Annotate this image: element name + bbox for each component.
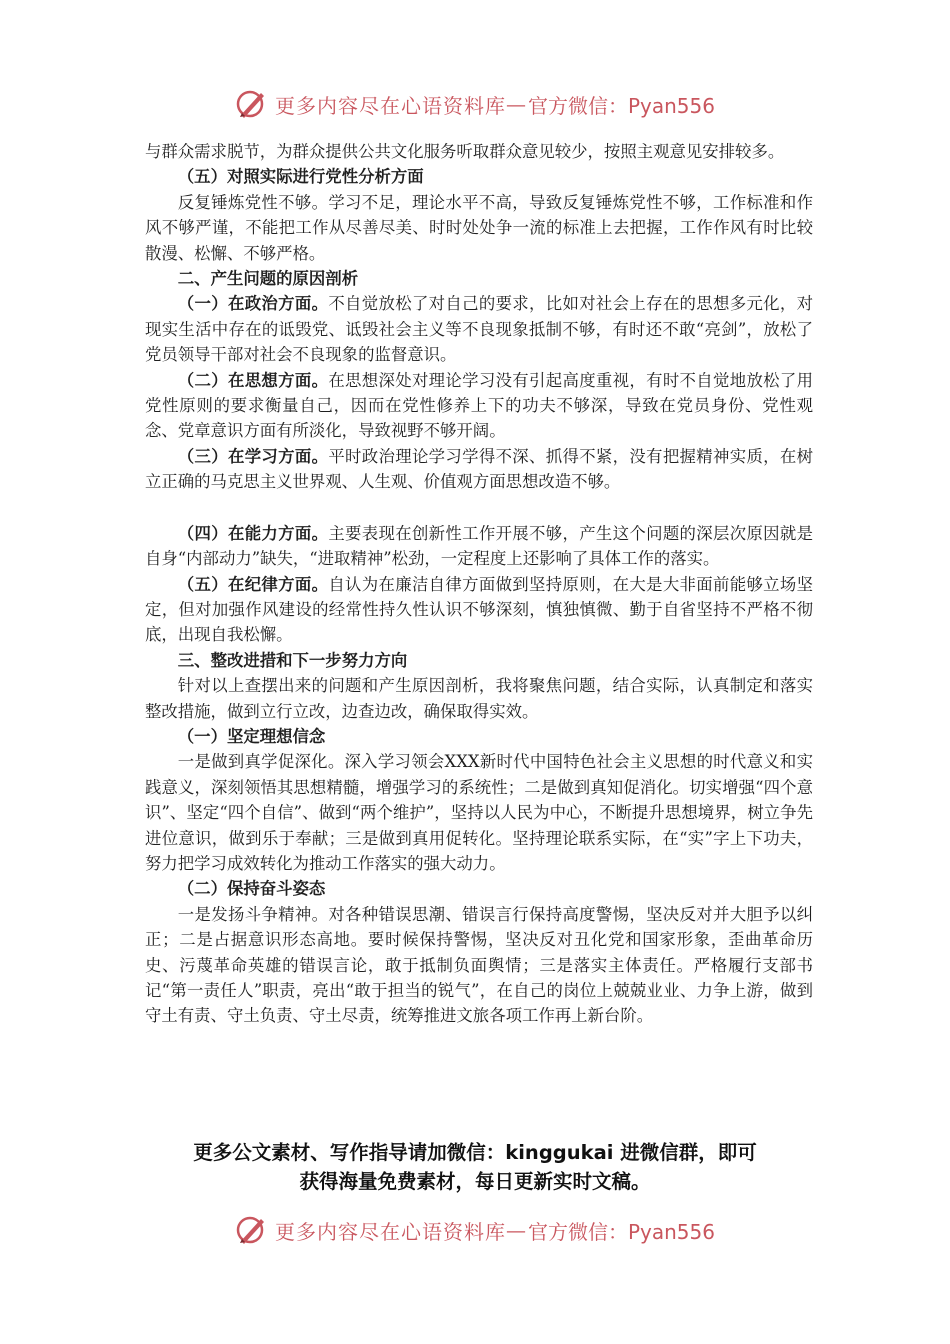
paragraph: [145, 572, 813, 648]
paragraph: [145, 291, 813, 367]
paragraph-lead: （四）在能力方面。: [177, 523, 329, 543]
promo-line-2: 获得海量免费素材，每日更新实时文稿。: [299, 1170, 651, 1193]
paragraph: [145, 749, 813, 876]
paragraph: [145, 368, 813, 444]
section-heading: [145, 266, 813, 291]
section-heading: [145, 724, 813, 749]
paragraph: [145, 139, 813, 164]
paragraph-lead: （二）在思想方面。: [177, 370, 329, 390]
banner-text: 更多内容尽在心语资料库: [274, 93, 506, 118]
promo-notice: [95, 1138, 855, 1196]
paragraph-text: 针对以上查摆出来的问题和产生原因剖析，我将聚焦问题，结合实际，认真制定和落实整改措施，做到立行立改，边查边改，确保取得实效。: [145, 676, 813, 721]
banner-text: 更多内容尽在心语资料库: [274, 1219, 506, 1244]
header-banner: [0, 84, 950, 124]
paragraph-text: 反复锤炼党性不够。学习不足，理论水平不高，导致反复锤炼党性不够，工作标准和作风不够严谨，不能把工作从尽善尽美、时时处处争一流的标准上去把握，工作作风有时比较散漫、松懈、不够严格。: [145, 192, 813, 263]
paragraph-text: 不自觉放松了对自己的要求，比如对社会上存在的思想多元化，对现实生活中存在的诋毁党、诋毁社会主义等不良现象抵制不够，有时还不敢“亮剑”，放松了党员领导干部对社会不良现象的监督意识。: [145, 294, 814, 365]
document-body: [145, 139, 813, 1029]
heading-text: （一）坚定理想信念: [177, 726, 326, 746]
paragraph-lead: （三）在学习方面。: [177, 446, 329, 466]
heading-text: 二、产生问题的原因剖析: [177, 269, 359, 289]
banner-wechat: 官方微信：Pyan556: [527, 1219, 715, 1244]
paragraph-lead: （一）在政治方面。: [177, 294, 329, 314]
heading-text: （五）对照实际进行党性分析方面: [177, 167, 424, 187]
paragraph-text: 平时政治理论学习学得不深、抓得不紧，没有把握精神实质，在树立正确的马克思主义世界观、人生观、价值观方面思想改造不够。: [145, 446, 814, 492]
section-heading: [145, 876, 813, 901]
pen-logo-icon: [235, 1213, 269, 1247]
paragraph: [145, 444, 813, 495]
footer-banner: [0, 1210, 950, 1250]
heading-text: 三、整改进措和下一步努力方向: [177, 650, 408, 670]
paragraph: [145, 190, 813, 266]
paragraph-text: 主要表现在创新性工作开展不够，产生这个问题的深层次原因就是自身“内部动力”缺失，“进取精神”松劲，一定程度上还影响了具体工作的落实。: [145, 523, 814, 569]
paragraph-text: 在思想深处对理论学习没有引起高度重视，有时不自觉地放松了用党性原则的要求衡量自己，因而在党性修养上下的功夫不够深，导致在党员身份、党性观念、党章意识方面有所淡化，导致视野不够开阔。: [145, 370, 814, 441]
paragraph-text: 一是做到真学促深化。深入学习领会XXX新时代中国特色社会主义思想的时代意义和实践意义，深刻领悟其思想精髓，增强学习的系统性；二是做到真知促消化。切实增强“四个意识”、坚定“四个自信”、做到“两个维护”，坚持以人民为中心，不断提升思想境界，树立争先进位意识，做到乐于奉献；三是做到真用促转化。坚持理论联系实际，在“实”字上下功夫，努力把学习成效转化为推动工作落实的强大动力。: [145, 752, 813, 873]
promo-line-1: 更多公文素材、写作指导请加微信：kinggukai 进微信群，即可: [193, 1141, 757, 1164]
heading-text: （二）保持奋斗姿态: [177, 879, 326, 899]
banner-separator: —: [505, 1218, 526, 1242]
paragraph: [145, 521, 813, 572]
banner-wechat: 官方微信：Pyan556: [527, 93, 715, 118]
paragraph-text: 一是发扬斗争精神。对各种错误思潮、错误言行保持高度警惕，坚决反对并大胆予以纠正；二是占据意识形态高地。要时候保持警惕，坚决反对丑化党和国家形象，歪曲革命历史、污蔑革命英雄的错误言论，敢于抵制负面舆情；三是落实主体责任。严格履行支部书记“第一责任人”职责，亮出“敢于担当的锐气”，在自己的岗位上兢兢业业、力争上游，做到守土有责、守土负责、守土尽责，统筹推进文旅各项工作再上新台阶。: [145, 904, 813, 1026]
paragraph-text: 与群众需求脱节，为群众提供公共文化服务听取群众意见较少，按照主观意见安排较多。: [145, 142, 785, 161]
banner-separator: —: [505, 92, 526, 116]
pen-logo-icon: [235, 87, 269, 121]
paragraph: [145, 902, 813, 1029]
section-heading: [145, 648, 813, 673]
paragraph-gap: [145, 495, 813, 521]
section-heading: [145, 164, 813, 189]
paragraph-text: 自认为在廉洁自律方面做到坚持原则，在大是大非面前能够立场坚定，但对加强作风建设的经常性持久性认识不够深刻，慎独慎微、勤于自省坚持不严格不彻底，出现自我松懈。: [145, 574, 814, 645]
paragraph: [145, 673, 813, 724]
paragraph-lead: （五）在纪律方面。: [177, 574, 329, 594]
